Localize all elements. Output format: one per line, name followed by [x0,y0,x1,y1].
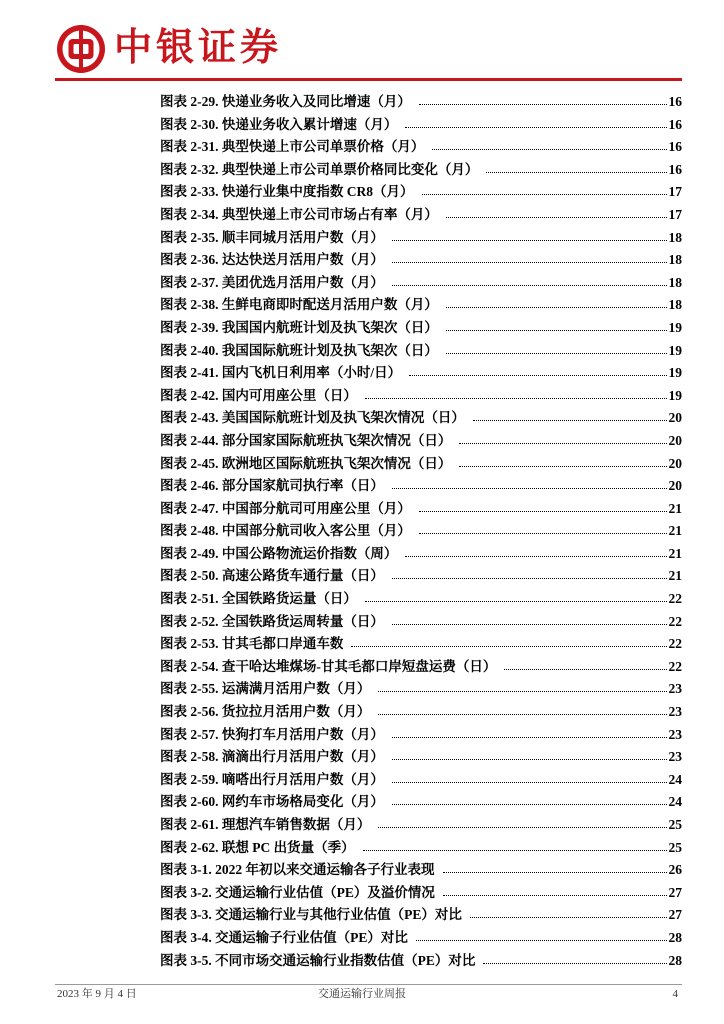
toc-entry-label: 图表 2-33. 快递行业集中度指数 CR8（月） [160,184,414,200]
toc-entry[interactable] [160,498,682,521]
toc-entry-label: 图表 2-55. 运满满月活用户数（月） [160,681,371,697]
dot-leader [378,827,666,828]
dot-leader [446,307,667,308]
dot-leader [443,895,667,896]
toc-entry-page-number: 21 [668,568,682,584]
dot-leader [470,917,667,918]
dot-leader [365,398,667,399]
dot-leader [483,963,666,964]
toc-entry-label: 图表 2-50. 高速公路货车通行量（日） [160,568,384,584]
toc-entry-label: 图表 3-3. 交通运输行业与其他行业估值（PE）对比 [160,907,462,923]
toc-entry-page-number: 16 [668,116,682,132]
toc-entry[interactable] [160,701,682,724]
dot-leader [392,782,667,783]
toc-entry-page-number: 25 [668,817,682,832]
toc-entry-label: 图表 2-31. 典型快递上市公司单票价格（月） [160,139,425,155]
dot-leader [378,691,666,692]
toc-entry-label: 图表 2-62. 联想 PC 出货量（季） [160,839,355,855]
toc-entry[interactable] [160,181,682,204]
toc-entry-label: 图表 2-43. 美国国际航班计划及执飞架次情况（日） [160,410,465,426]
toc-entry[interactable] [160,588,682,611]
toc-entry-page-number: 22 [668,613,682,629]
dot-leader [422,194,667,195]
toc-entry-label: 图表 2-61. 理想汽车销售数据（月） [160,817,371,832]
toc-entry-label: 图表 2-36. 达达快送月活用户数（月） [160,252,384,268]
header-divider [55,78,682,81]
toc-entry-label: 图表 2-52. 全国铁路货运周转量（日） [160,613,384,629]
dot-leader [419,104,667,105]
dot-leader [378,714,666,715]
dot-leader [446,217,667,218]
toc-entry-label: 图表 2-57. 快狗打车月活用户数（月） [160,726,384,742]
toc-entry-page-number: 18 [668,274,682,290]
toc-entry[interactable] [160,656,682,679]
brand-name: 中银证券 [114,27,283,69]
toc-entry-page-number: 27 [668,907,682,923]
footer-page-number: 4 [672,988,678,1000]
toc-entry-page-number: 18 [668,229,682,245]
toc-entry-page-number: 16 [668,161,682,177]
dot-leader [365,601,667,602]
dot-leader [351,646,666,647]
toc-entry-label: 图表 2-41. 国内飞机日利用率（小时/日） [160,365,402,381]
toc-entry[interactable] [160,159,682,182]
toc-entry[interactable] [160,791,682,814]
toc-entry-label: 图表 2-40. 我国国际航班计划及执飞架次（日） [160,342,438,358]
toc-entry-page-number: 23 [668,749,682,765]
dot-leader [443,872,667,873]
toc-entry-label: 图表 2-48. 中国部分航司收入客公里（月） [160,523,411,539]
toc-entry-page-number: 16 [668,139,682,155]
toc-entry-label: 图表 2-34. 典型快递上市公司市场占有率（月） [160,206,438,222]
toc-entry[interactable] [160,746,682,769]
toc-entry[interactable] [160,272,682,295]
toc-entry[interactable] [160,543,682,566]
toc-entry[interactable] [160,227,682,250]
dot-leader [419,511,667,512]
toc-entry[interactable] [160,340,682,363]
toc-entry-page-number: 17 [668,184,682,200]
dot-leader [446,330,667,331]
toc-entry-label: 图表 2-46. 部分国家航司执行率（日） [160,478,384,494]
dot-leader [392,262,667,263]
toc-entry-label: 图表 2-49. 中国公路物流运价指数（周） [160,545,398,561]
toc-entry[interactable] [160,904,682,927]
figure-table-of-contents [160,91,682,972]
dot-leader [392,578,667,579]
toc-entry[interactable] [160,430,682,453]
toc-entry[interactable] [160,837,682,860]
toc-entry-page-number: 21 [668,545,682,561]
toc-entry[interactable] [160,724,682,747]
toc-entry-label: 图表 2-35. 顺丰同城月活用户数（月） [160,229,384,245]
toc-entry-page-number: 20 [668,432,682,448]
toc-entry-page-number: 19 [668,319,682,335]
toc-entry[interactable] [160,859,682,882]
toc-entry-page-number: 28 [668,952,682,968]
toc-entry-label: 图表 3-5. 不同市场交通运输行业指数估值（PE）对比 [160,952,476,968]
dot-leader [446,353,667,354]
toc-entry[interactable] [160,882,682,905]
toc-entry[interactable] [160,407,682,430]
toc-entry-page-number: 21 [668,500,682,516]
toc-entry-page-number: 28 [668,929,682,945]
toc-entry-label: 图表 2-59. 嘀嗒出行月活用户数（月） [160,771,384,787]
toc-entry-label: 图表 2-39. 我国国内航班计划及执飞架次（日） [160,319,438,335]
dot-leader [363,850,667,851]
toc-entry-label: 图表 2-37. 美团优选月活用户数（月） [160,274,384,290]
dot-leader [392,285,667,286]
toc-entry-label: 图表 2-44. 部分国家国际航班执飞架次情况（日） [160,432,452,448]
footer-date: 2023 年 9 月 4 日 [57,988,137,1000]
toc-entry-page-number: 24 [668,771,682,787]
dot-leader [459,466,666,467]
toc-entry-page-number: 23 [668,704,682,720]
toc-entry-label: 图表 2-32. 典型快递上市公司单票价格同比变化（月） [160,161,479,177]
toc-entry[interactable] [160,927,682,950]
toc-entry-page-number: 21 [668,523,682,539]
dot-leader [459,443,666,444]
dot-leader [409,375,666,376]
dot-leader [416,940,667,941]
dot-leader [432,149,666,150]
toc-entry-label: 图表 2-45. 欧洲地区国际航班执飞架次情况（日） [160,455,452,471]
dot-leader [504,669,666,670]
toc-entry-page-number: 18 [668,297,682,313]
toc-entry[interactable] [160,769,682,792]
toc-entry[interactable] [160,565,682,588]
toc-entry-label: 图表 2-30. 快递业务收入累计增速（月） [160,116,398,132]
dot-leader [392,759,667,760]
toc-entry-page-number: 16 [668,94,682,109]
toc-entry-page-number: 18 [668,252,682,268]
toc-entry-label: 图表 2-47. 中国部分航司可用座公里（月） [160,500,411,516]
toc-entry[interactable] [160,950,682,973]
toc-entry-page-number: 20 [668,478,682,494]
toc-entry-label: 图表 2-58. 滴滴出行月活用户数（月） [160,749,384,765]
toc-entry[interactable] [160,633,682,656]
dot-leader [473,420,667,421]
footer-divider [55,984,682,985]
toc-entry[interactable] [160,204,682,227]
toc-entry[interactable] [160,475,682,498]
toc-entry-page-number: 27 [668,884,682,900]
toc-entry-label: 图表 2-56. 货拉拉月活用户数（月） [160,704,371,720]
dot-leader [486,172,666,173]
dot-leader [392,624,667,625]
toc-entry-label: 图表 2-53. 甘其毛都口岸通车数 [160,636,344,652]
dot-leader [392,737,667,738]
toc-entry[interactable] [160,453,682,476]
toc-entry-label: 图表 2-42. 国内可用座公里（日） [160,387,357,403]
toc-entry[interactable] [160,362,682,385]
toc-entry-page-number: 23 [668,726,682,742]
toc-entry-page-number: 20 [668,410,682,426]
toc-entry-label: 图表 3-4. 交通运输子行业估值（PE）对比 [160,929,408,945]
toc-entry-page-number: 25 [668,839,682,855]
toc-entry-page-number: 22 [668,591,682,607]
toc-entry[interactable] [160,114,682,137]
toc-entry[interactable] [160,678,682,701]
dot-leader [405,556,666,557]
footer-report-title: 交通运输行业周报 [318,988,406,1000]
dot-leader [392,240,667,241]
toc-entry-label: 图表 2-54. 查干哈达堆煤场-甘其毛都口岸短盘运费（日） [160,658,497,674]
toc-entry[interactable] [160,385,682,408]
toc-entry-label: 图表 2-29. 快递业务收入及同比增速（月） [160,94,411,109]
toc-entry-page-number: 24 [668,794,682,810]
toc-entry-label: 图表 2-51. 全国铁路货运量（日） [160,591,357,607]
toc-entry-label: 图表 2-60. 网约车市场格局变化（月） [160,794,384,810]
toc-entry[interactable] [160,814,682,837]
toc-entry-label: 图表 2-38. 生鲜电商即时配送月活用户数（月） [160,297,438,313]
toc-entry[interactable] [160,136,682,159]
toc-entry-page-number: 23 [668,681,682,697]
dot-leader [392,804,667,805]
bank-of-china-logo-icon [56,24,106,74]
toc-entry[interactable] [160,294,682,317]
toc-entry-label: 图表 3-1. 2022 年初以来交通运输各子行业表现 [160,862,435,878]
dot-leader [405,127,666,128]
toc-entry-page-number: 19 [668,342,682,358]
toc-entry-page-number: 22 [668,658,682,674]
dot-leader [392,488,667,489]
toc-entry-label: 图表 3-2. 交通运输行业估值（PE）及溢价情况 [160,884,435,900]
toc-entry[interactable] [160,91,682,114]
toc-entry-page-number: 22 [668,636,682,652]
toc-entry-page-number: 17 [668,206,682,222]
toc-entry[interactable] [160,317,682,340]
toc-entry-page-number: 26 [668,862,682,878]
toc-entry[interactable] [160,520,682,543]
toc-entry-page-number: 19 [668,365,682,381]
toc-entry[interactable] [160,611,682,634]
toc-entry-page-number: 19 [668,387,682,403]
dot-leader [419,533,667,534]
toc-entry[interactable] [160,249,682,272]
toc-entry-page-number: 20 [668,455,682,471]
